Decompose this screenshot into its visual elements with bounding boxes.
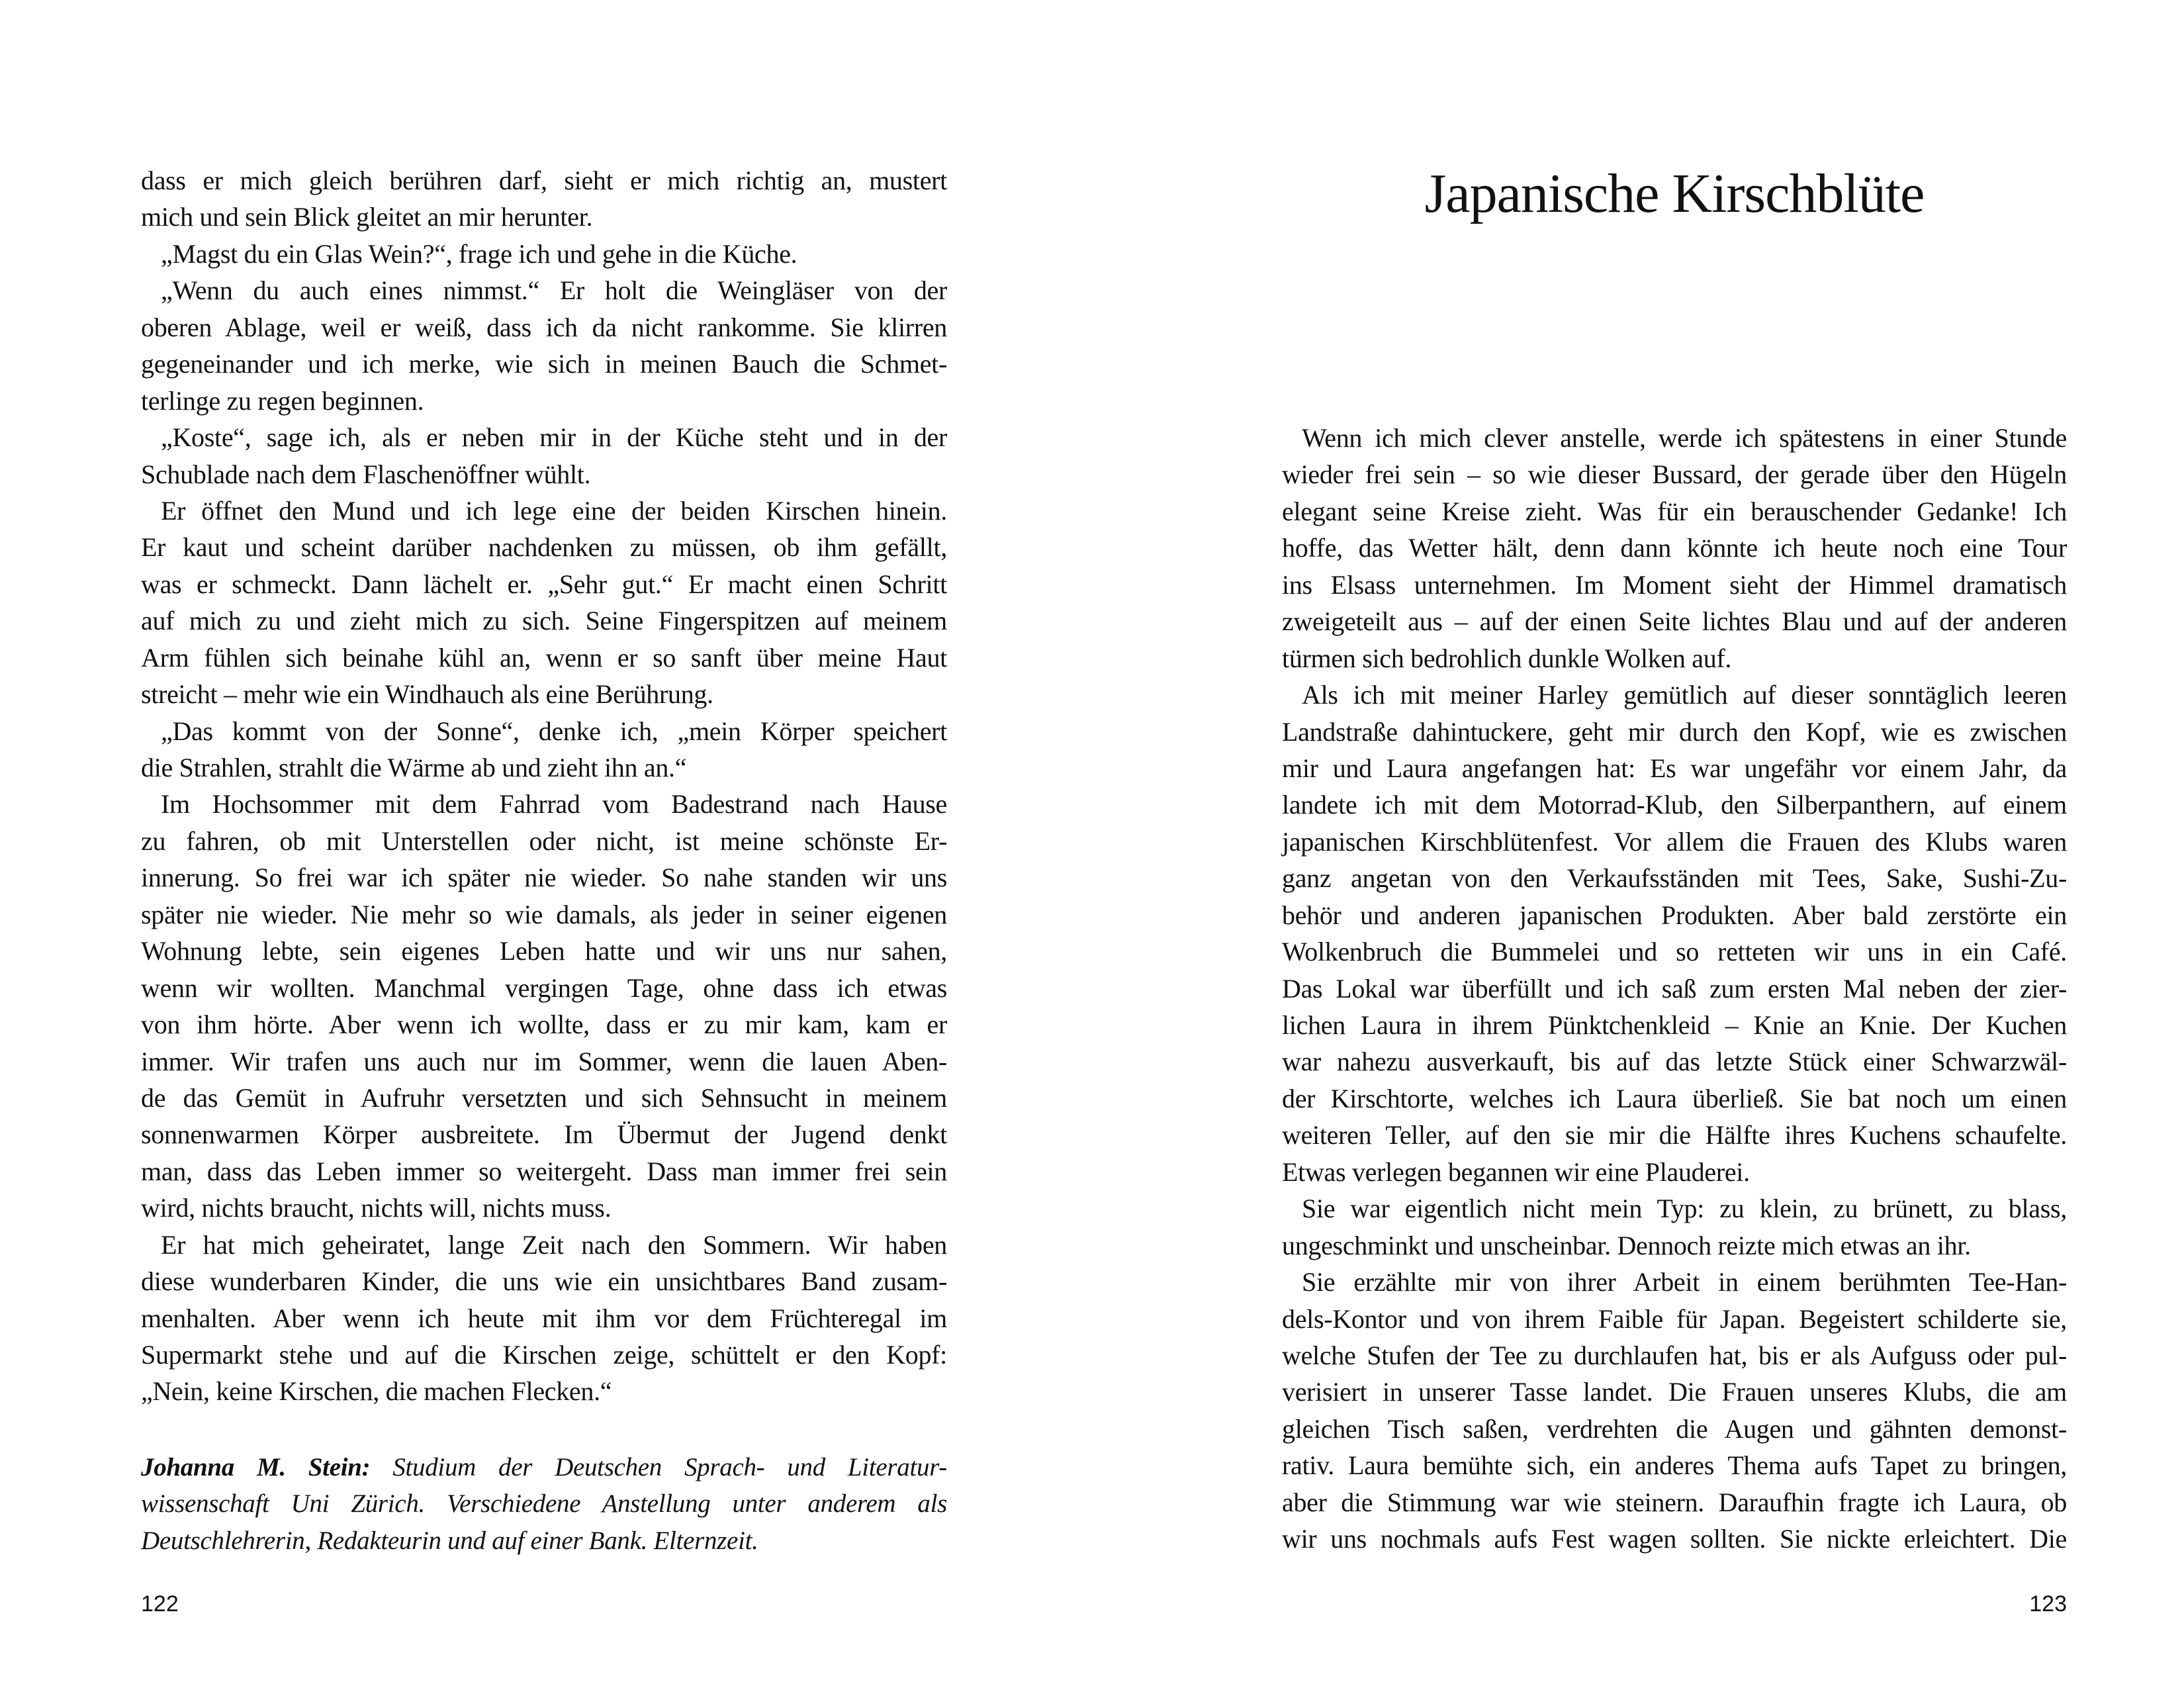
text-line: Schublade nach dem Flaschenöffner wühlt.	[141, 459, 591, 489]
text-line: Er öffnet den Mund und ich lege eine der beiden Kirschen hinein.	[161, 495, 947, 526]
text-line: de das Gemüt in Aufruhr versetzten und sich Sehnsucht in meinem	[141, 1082, 947, 1113]
text-line: ins Elsass unternehmen. Im Moment sieht der Himmel dramatisch	[1282, 569, 2067, 600]
author-name: Johanna M. Stein:	[141, 1453, 371, 1481]
text-line: zweigeteilt aus – auf der einen Seite lichtes Blau und auf der anderen	[1282, 606, 2067, 637]
text-line: der Kirschtorte, welches ich Laura überließ. Sie bat noch um einen	[1282, 1083, 2067, 1113]
text-line: zu fahren, ob mit Unterstellen oder nicht, ist meine schönste Er-	[141, 825, 947, 856]
text-line: wieder frei sein – so wie dieser Bussard, der gerade über den Hügeln	[1282, 459, 2067, 490]
bio-line	[141, 1449, 947, 1485]
text-line: innerung. So frei war ich später nie wieder. So nahe standen wir uns	[141, 863, 947, 893]
text-line: aber die Stimmung war wie steinern. Daraufhin fragte ich Laura, ob	[1282, 1487, 2067, 1517]
text-line: war nahezu ausverkauft, bis auf das letzte Stück einer Schwarzwäl-	[1282, 1047, 2067, 1077]
author-bio	[141, 1449, 947, 1559]
text-line: hoffe, das Wetter hält, denn dann könnte ich heute noch eine Tour	[1282, 533, 2067, 563]
text-line: man, dass das Leben immer so weitergeht. Dass man immer frei sein	[141, 1156, 947, 1186]
right-page-body	[1282, 420, 2067, 1558]
text-line: später nie wieder. Nie mehr so wie damals, als jeder in seiner eigenen	[141, 899, 947, 929]
text-line: streicht – mehr wie ein Windhauch als eine Berührung.	[141, 679, 713, 710]
text-line: dass er mich gleich berühren darf, sieht er mich richtig an, mustert	[141, 165, 947, 195]
text-line: dels-Kontor und von ihrem Faible für Japan. Begeistert schilderte sie,	[1282, 1303, 2067, 1334]
bio-line: Deutschlehrerin, Redakteurin und auf einer Bank. Elternzeit.	[141, 1526, 758, 1555]
left-page-body	[141, 162, 947, 1410]
text-line: Supermarkt stehe und auf die Kirschen zeige, schüttelt er den Kopf:	[141, 1340, 947, 1370]
text-line: wird, nichts braucht, nichts will, nichts muss.	[141, 1193, 612, 1223]
text-line: mir und Laura angefangen hat: Es war ungefähr vor einem Jahr, da	[1282, 753, 2067, 783]
text-line: ungeschminkt und unscheinbar. Dennoch reizte mich etwas an ihr.	[1282, 1230, 1971, 1260]
text-line: welche Stufen der Tee zu durchlaufen hat, bis er als Aufguss oder pul-	[1282, 1340, 2067, 1370]
text-line: „Koste“, sage ich, als er neben mir in der Küche steht und in der	[161, 422, 947, 453]
text-line: „Das kommt von der Sonne“, denke ich, „mein Körper speichert	[161, 716, 947, 746]
text-line: immer. Wir trafen uns auch nur im Sommer, wenn die lauen Aben-	[141, 1046, 947, 1076]
text-line: Als ich mit meiner Harley gemütlich auf dieser sonntäglich leeren	[1302, 680, 2067, 710]
text-line: elegant seine Kreise zieht. Was für ein berauschender Gedanke! Ich	[1282, 496, 2067, 526]
text-line: wir uns nochmals aufs Fest wagen sollten. Sie nickte erleichtert. Die	[1282, 1524, 2067, 1554]
page-number-right: 123	[2029, 1591, 2067, 1617]
text-line: japanischen Kirschblütenfest. Vor allem die Frauen des Klubs waren	[1282, 826, 2067, 857]
text-line: terlinge zu regen beginnen.	[141, 385, 424, 416]
text-line: Wenn ich mich clever anstelle, werde ich spätestens in einer Stunde	[1302, 423, 2067, 453]
text-line: diese wunderbaren Kinder, die uns wie ein unsichtbares Band zusam-	[141, 1266, 947, 1297]
text-line: Sie erzählte mir von ihrer Arbeit in einem berühmten Tee-Han-	[1302, 1267, 2067, 1297]
text-line: Wolkenbruch die Bummelei und so retteten wir uns in ein Café.	[1282, 937, 2067, 967]
text-line: rativ. Laura bemühte sich, ein anderes Thema aufs Tapet zu bringen,	[1282, 1450, 2067, 1481]
text-line: „Nein, keine Kirschen, die machen Flecken.“	[141, 1376, 612, 1407]
text-line: landete ich mit dem Motorrad-Klub, den Silberpanthern, auf einem	[1282, 790, 2067, 820]
text-line: auf mich zu und zieht mich zu sich. Seine Fingerspitzen auf meinem	[141, 606, 947, 636]
text-line: Er kaut und scheint darüber nachdenken zu müssen, ob ihm gefällt,	[141, 532, 947, 563]
text-line: sonnenwarmen Körper ausbreitete. Im Übermut der Jugend denkt	[141, 1119, 947, 1150]
text-line: ganz angetan von den Verkaufsständen mit Tees, Sake, Sushi-Zu-	[1282, 863, 2067, 894]
text-line: Sie war eigentlich nicht mein Typ: zu klein, zu brünett, zu blass,	[1302, 1194, 2067, 1224]
text-line: von ihm hörte. Aber wenn ich wollte, dass er zu mir kam, kam er	[141, 1009, 947, 1040]
text-line: Etwas verlegen begannen wir eine Plauderei.	[1282, 1156, 1750, 1187]
page-number-left: 122	[141, 1591, 179, 1617]
text-line: „Magst du ein Glas Wein?“, frage ich und gehe in die Küche.	[161, 238, 797, 269]
text-line: gegeneinander und ich merke, wie sich in meinen Bauch die Schmet-	[141, 349, 947, 379]
text-line: verisiert in unserer Tasse landet. Die Frauen unseres Klubs, die am	[1282, 1377, 2067, 1407]
bio-text: Studium der Deutschen Sprach- und Literatur-	[392, 1453, 947, 1481]
text-line: was er schmeckt. Dann lächelt er. „Sehr gut.“ Er macht einen Schritt	[141, 569, 947, 599]
text-line: türmen sich bedrohlich dunkle Wolken auf.	[1282, 643, 1732, 673]
text-line: Er hat mich geheiratet, lange Zeit nach den Sommern. Wir haben	[161, 1229, 947, 1260]
text-line: lichen Laura in ihrem Pünktchenkleid – Knie an Knie. Der Kuchen	[1282, 1010, 2067, 1040]
bio-line: wissenschaft Uni Zürich. Verschiedene Anstellung unter anderem als	[141, 1489, 947, 1519]
chapter-title: Japanische Kirschblüte	[1424, 163, 1925, 224]
text-line: Landstraße dahintuckere, geht mir durch den Kopf, wie es zwischen	[1282, 716, 2067, 747]
text-line: Im Hochsommer mit dem Fahrrad vom Badestrand nach Hause	[161, 789, 947, 820]
text-line: weiteren Teller, auf den sie mir die Hälfte ihres Kuchens schaufelte.	[1282, 1120, 2067, 1150]
text-line: Arm fühlen sich beinahe kühl an, wenn er so sanft über meine Haut	[141, 642, 947, 673]
text-line: „Wenn du auch eines nimmst.“ Er holt die Weingläser von der	[161, 275, 947, 306]
text-line: die Strahlen, strahlt die Wärme ab und zieht ihn an.“	[141, 753, 687, 782]
text-line: behör und anderen japanischen Produkten. Aber bald zerstörte ein	[1282, 900, 2067, 930]
text-line: mich und sein Blick gleitet an mir herunter.	[141, 202, 593, 232]
text-line: gleichen Tisch saßen, verdrehten die Augen und gähnten demonst-	[1282, 1413, 2067, 1444]
text-line: oberen Ablage, weil er weiß, dass ich da nicht rankomme. Sie klirren	[141, 312, 947, 342]
text-line: Das Lokal war überfüllt und ich saß zum ersten Mal neben der zier-	[1282, 973, 2067, 1004]
text-line: Wohnung lebte, sein eigenes Leben hatte und wir uns nur sahen,	[141, 936, 947, 966]
text-line: menhalten. Aber wenn ich heute mit ihm vor dem Früchteregal im	[141, 1303, 947, 1333]
text-line: wenn wir wollten. Manchmal vergingen Tage, ohne dass ich etwas	[141, 972, 947, 1003]
